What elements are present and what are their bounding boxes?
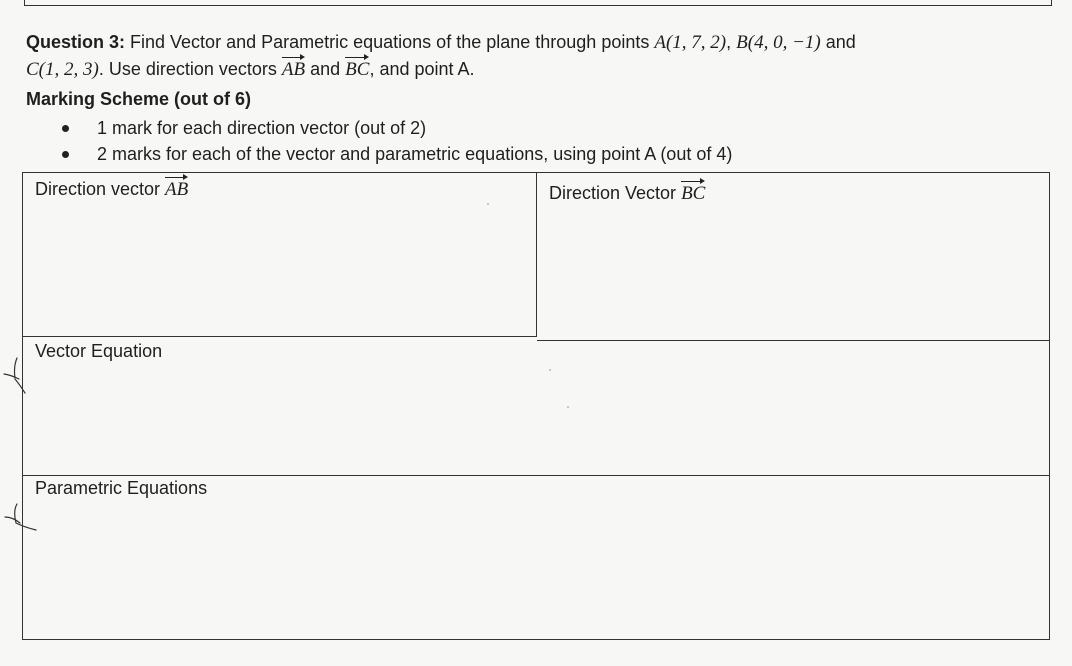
paper-speck bbox=[487, 203, 489, 205]
comma-separator-one: , bbox=[726, 32, 737, 52]
question-3 bbox=[26, 30, 1056, 82]
vector-ab: AB bbox=[282, 55, 305, 79]
handwritten-check-icon bbox=[0, 356, 22, 394]
bullet-icon bbox=[62, 151, 69, 158]
paper-speck bbox=[567, 406, 569, 408]
question-label: Question 3: bbox=[26, 32, 126, 52]
marking-scheme-item-label: 2 marks for each of the vector and parametric equations, using point A (out of 4) bbox=[97, 144, 733, 164]
answer-grid bbox=[22, 172, 1050, 640]
question-text-end: , and point A. bbox=[369, 59, 475, 79]
point-a: A(1, 7, 2) bbox=[654, 32, 727, 53]
direction-vector-ab-box[interactable] bbox=[23, 173, 537, 337]
question-and: and bbox=[820, 32, 856, 52]
vector-bc: BC bbox=[345, 55, 369, 79]
marking-scheme-list bbox=[62, 115, 732, 167]
direction-vector-bc-label: Direction Vector bbox=[549, 183, 682, 203]
top-box-edge bbox=[24, 0, 1052, 6]
direction-vector-ab-label: Direction vector bbox=[35, 179, 166, 199]
direction-vector-bc-box[interactable] bbox=[537, 173, 1049, 341]
vector-equation-box[interactable] bbox=[23, 339, 1049, 476]
vector-equation-label: Vector Equation bbox=[35, 341, 163, 361]
marking-scheme-item-label: 1 mark for each direction vector (out of 2) bbox=[97, 118, 427, 138]
question-text-start: Find Vector and Parametric equations of the plane through points bbox=[125, 32, 655, 52]
point-c: C(1, 2, 3) bbox=[26, 59, 99, 80]
marking-scheme-item bbox=[62, 141, 732, 167]
question-use-text: . Use direction vectors bbox=[98, 59, 282, 79]
marking-scheme-item bbox=[62, 115, 732, 141]
bullet-icon bbox=[62, 125, 69, 132]
parametric-equations-label: Parametric Equations bbox=[35, 478, 208, 498]
handwritten-check-icon bbox=[0, 500, 22, 538]
parametric-equations-box[interactable] bbox=[23, 476, 1049, 639]
question-and-two: and bbox=[305, 59, 346, 79]
marking-scheme-title: Marking Scheme (out of 6) bbox=[26, 89, 252, 109]
direction-vector-ab-math: AB bbox=[165, 175, 188, 199]
paper-speck bbox=[549, 369, 551, 371]
direction-vector-bc-math: BC bbox=[681, 179, 705, 203]
point-b: B(4, 0, −1) bbox=[736, 32, 821, 53]
